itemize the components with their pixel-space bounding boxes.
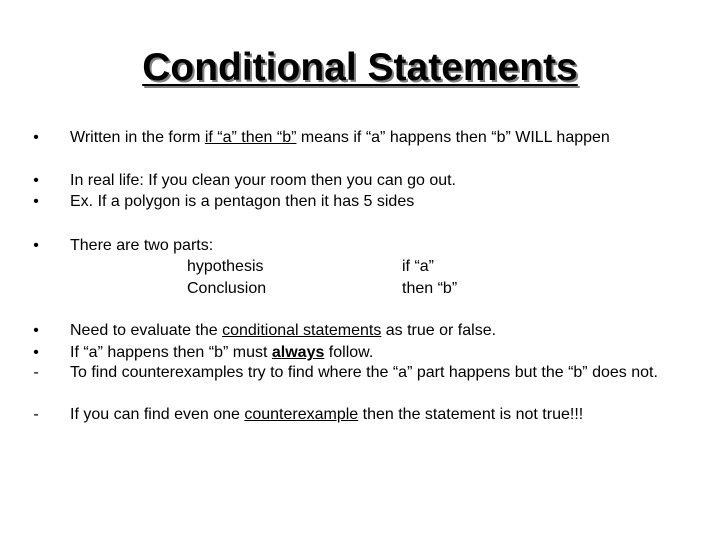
bullet-text: Ex. If a polygon is a pentagon then it has 5 sides — [70, 193, 415, 210]
bullet-marker: • — [33, 129, 39, 146]
bullet-text: There are two parts: — [70, 237, 214, 254]
underlined-phrase: if “a” then “b” — [204, 129, 297, 146]
bullet-text: If “a” happens then “b” must always follow. — [70, 344, 374, 361]
bullet-marker: • — [33, 237, 39, 254]
bullet-text: Need to evaluate the conditional statements as true or false. — [70, 322, 497, 339]
bullet-item-real-life — [0, 170, 720, 192]
conclusion-label: Conclusion — [187, 280, 267, 297]
bullet-marker: • — [33, 344, 39, 361]
dash-marker: - — [33, 364, 39, 381]
emphasized-word: always — [271, 344, 325, 361]
bullet-marker: • — [33, 172, 39, 189]
bullet-item-evaluate — [0, 320, 720, 342]
bullet-item-example — [0, 191, 720, 213]
bullet-marker: • — [33, 322, 39, 339]
bullet-item-counterexamples — [0, 364, 720, 404]
bullet-text: Written in the form if “a” then “b” means if “a” happens then “b” WILL happen — [70, 129, 610, 146]
hypothesis-row — [0, 256, 720, 278]
bullet-item-conditional-form — [0, 127, 720, 149]
bullet-marker: • — [33, 193, 39, 210]
underlined-phrase: conditional statements — [222, 322, 382, 339]
conclusion-row — [0, 278, 720, 300]
conclusion-value: then “b” — [402, 280, 458, 297]
dash-marker: - — [33, 406, 39, 423]
underlined-phrase: counterexample — [244, 406, 359, 423]
bullet-item-not-true — [0, 404, 720, 426]
bullet-text: If you can find even one counterexample then the statement is not true!!! — [70, 406, 584, 423]
bullet-text: To find counterexamples try to find where the “a” part happens but the “b” does not. — [70, 364, 658, 381]
hypothesis-label: hypothesis — [187, 258, 264, 275]
slide-title: Conditional Statements — [142, 46, 578, 89]
bullet-text: In real life: If you clean your room then you can go out. — [70, 172, 456, 189]
bullet-item-two-parts — [0, 235, 720, 257]
bullet-item-always-follow — [0, 342, 720, 364]
hypothesis-value: if “a” — [402, 258, 434, 275]
